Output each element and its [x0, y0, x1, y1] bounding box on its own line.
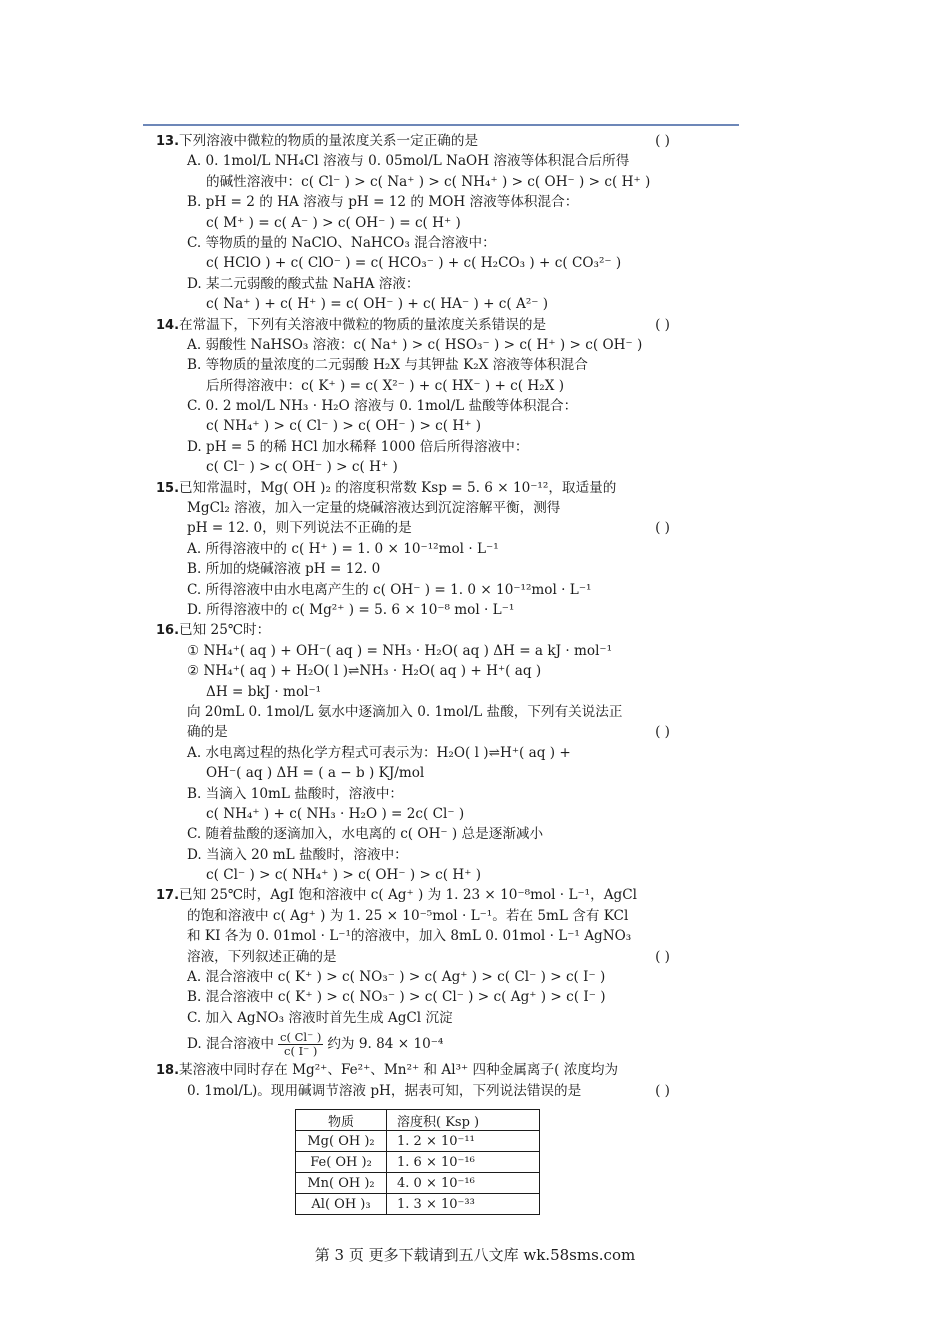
- q17-stem-line4: [156, 947, 676, 967]
- ksp-cell: 1. 3 × 10⁻³³: [387, 1194, 540, 1215]
- q18-number: 18.: [156, 1063, 180, 1079]
- q14-option-b: B. 等物质的量浓度的二元弱酸 H₂X 与其钾盐 K₂X 溶液等体积混合: [187, 357, 588, 374]
- q13-option-a: A. 0. 1mol/L NH₄Cl 溶液与 0. 05mol/L NaOH 溶液等体积混合后所得: [187, 153, 630, 170]
- q17-option-a: A. 混合溶液中 c( K⁺ ) > c( NO₃⁻ ) > c( Ag⁺ ) > c( Cl⁻ ) > c( I⁻ ): [187, 969, 606, 986]
- table-row: [296, 1194, 540, 1215]
- q14-option-d-cont: c( Cl⁻ ) > c( OH⁻ ) > c( H⁺ ): [206, 459, 398, 476]
- table-row: [296, 1131, 540, 1152]
- q18-answer-paren: ( ): [655, 1082, 670, 1099]
- q16-stem-line2: 向 20mL 0. 1mol/L 氨水中逐滴加入 0. 1mol/L 盐酸，下列有关说法正: [187, 703, 623, 720]
- question-content: [156, 131, 676, 1101]
- q17-stem: [156, 885, 676, 905]
- q13-stem-text: 下列溶液中微粒的物质的量浓度关系一定正确的是: [179, 133, 479, 149]
- q13-number: 13.: [156, 134, 180, 149]
- q14-stem-text: 在常温下，下列有关溶液中微粒的物质的量浓度关系错误的是: [179, 316, 547, 333]
- q17-stem-line1: 已知 25℃时，AgI 饱和溶液中 c( Ag⁺ ) 为 1. 23 × 10⁻⁸mol · L⁻¹，AgCl: [179, 887, 637, 904]
- q17-stem-line3: 和 KI 各为 0. 01mol · L⁻¹的溶液中，加入 8mL 0. 01mol · L⁻¹ AgNO₃: [187, 928, 632, 945]
- q18-stem: [156, 1060, 676, 1080]
- q18-stem-line2-text: 0. 1mol/L)。现用碱调节溶液 pH，据表可知，下列说法错误的是: [187, 1082, 582, 1099]
- ksp-cell: 4. 0 × 10⁻¹⁶: [387, 1173, 540, 1194]
- ksp-cell: 1. 2 × 10⁻¹¹: [387, 1131, 540, 1152]
- q14-option-b-cont: 后所得溶液中：c( K⁺ ) = c( X²⁻ ) + c( HX⁻ ) + c( H₂X ): [206, 377, 565, 394]
- q16-option-d-cont: c( Cl⁻ ) > c( NH₄⁺ ) > c( OH⁻ ) > c( H⁺ ): [206, 867, 482, 884]
- q13-option-b-cont: c( M⁺ ) = c( A⁻ ) > c( OH⁻ ) = c( H⁺ ): [206, 214, 461, 231]
- ksp-table-header: [296, 1110, 540, 1131]
- q16-stem-line1: 已知 25℃时：: [179, 622, 271, 639]
- q15-answer-paren: ( ): [655, 520, 670, 537]
- q14-option-c: C. 0. 2 mol/L NH₃ · H₂O 溶液与 0. 1mol/L 盐酸等体积混合：: [187, 398, 578, 415]
- q16-equation-2: ② NH₄⁺( aq ) + H₂O( l )⇌NH₃ · H₂O( aq ) + H⁺( aq ): [187, 663, 542, 680]
- q16-option-b: B. 当滴入 10mL 盐酸时，溶液中：: [187, 785, 404, 802]
- q13-option-a-cont: 的碱性溶液中：c( Cl⁻ ) > c( Na⁺ ) > c( NH₄⁺ ) > c( OH⁻ ) > c( H⁺ ): [206, 173, 651, 190]
- table-row: [296, 1173, 540, 1194]
- q17-option-d: [156, 1028, 676, 1060]
- q18-stem-line1: 某溶液中同时存在 Mg²⁺、Fe²⁺、Mn²⁺ 和 Al³⁺ 四种金属离子( 浓度均为: [179, 1062, 619, 1079]
- q15-stem: [156, 478, 676, 498]
- q13-option-b: B. pH = 2 的 HA 溶液与 pH = 12 的 MOH 溶液等体积混合：: [187, 194, 579, 211]
- q16-option-d: D. 当滴入 20 mL 盐酸时，溶液中：: [187, 846, 408, 863]
- q16-stem-line3: [156, 722, 676, 742]
- substance-cell: Fe( OH )₂: [296, 1152, 387, 1173]
- substance-cell: Al( OH )₃: [296, 1194, 387, 1215]
- q13-option-d-cont: c( Na⁺ ) + c( H⁺ ) = c( OH⁻ ) + c( HA⁻ ) + c( A²⁻ ): [206, 296, 549, 313]
- q13-option-c: C. 等物质的量的 NaClO、NaHCO₃ 混合溶液中：: [187, 234, 496, 251]
- q17-fraction-numerator: c( Cl⁻ ): [280, 1030, 322, 1045]
- q17-option-d-suffix: 约为 9. 84 × 10⁻⁴: [327, 1036, 444, 1053]
- q15-option-b: B. 所加的烧碱溶液 pH = 12. 0: [187, 561, 381, 578]
- substance-cell: Mg( OH )₂: [296, 1131, 387, 1152]
- q17-stem-line4-text: 溶液，下列叙述正确的是: [187, 948, 337, 965]
- q15-option-d: D. 所得溶液中的 c( Mg²⁺ ) = 5. 6 × 10⁻⁸ mol · L⁻¹: [187, 601, 515, 618]
- q17-option-d-prefix: D. 混合溶液中: [187, 1036, 275, 1053]
- q17-stem-line2: 的饱和溶液中 c( Ag⁺ ) 为 1. 25 × 10⁻⁵mol · L⁻¹。若在 5mL 含有 KCl: [187, 907, 629, 924]
- q15-stem-line1: 已知常温时，Mg( OH )₂ 的溶度积常数 Ksp = 5. 6 × 10⁻¹²，取适量的: [179, 479, 617, 496]
- q15-stem-line2: MgCl₂ 溶液，加入一定量的烧碱溶液达到沉淀溶解平衡，测得: [187, 500, 561, 517]
- q17-number: 17.: [156, 888, 180, 904]
- ksp-cell: 1. 6 × 10⁻¹⁶: [387, 1152, 540, 1173]
- q14-option-c-cont: c( NH₄⁺ ) > c( Cl⁻ ) > c( OH⁻ ) > c( H⁺ ): [206, 418, 482, 435]
- q18-stem-line2: [156, 1081, 676, 1101]
- q14-stem: [156, 315, 676, 335]
- q15-option-a: A. 所得溶液中的 c( H⁺ ) = 1. 0 × 10⁻¹²mol · L⁻¹: [187, 540, 499, 557]
- ksp-header-ksp: 溶度积( Ksp ): [387, 1110, 540, 1131]
- q16-stem: [156, 620, 676, 640]
- page-footer: 第 3 页 更多下载请到五八文库 wk.58sms.com: [314, 1246, 636, 1264]
- q13-answer-paren: ( ): [655, 133, 670, 149]
- q14-answer-paren: ( ): [655, 316, 670, 333]
- q13-stem: [156, 131, 676, 151]
- q13-option-c-cont: c( HClO ) + c( ClO⁻ ) = c( HCO₃⁻ ) + c( H₂CO₃ ) + c( CO₃²⁻ ): [206, 255, 622, 272]
- q16-option-b-cont: c( NH₄⁺ ) + c( NH₃ · H₂O ) = 2c( Cl⁻ ): [206, 805, 465, 822]
- q17-option-c: C. 加入 AgNO₃ 溶液时首先生成 AgCl 沉淀: [187, 1009, 453, 1026]
- q17-option-b: B. 混合溶液中 c( K⁺ ) > c( NO₃⁻ ) > c( Cl⁻ ) > c( Ag⁺ ) > c( I⁻ ): [187, 989, 606, 1006]
- ksp-header-substance: 物质: [296, 1110, 387, 1131]
- table-row: [296, 1152, 540, 1173]
- q16-answer-paren: ( ): [655, 724, 670, 741]
- q15-stem-line3-text: pH = 12. 0，则下列说法不正确的是: [187, 520, 412, 537]
- q14-number: 14.: [156, 317, 180, 333]
- ksp-table: [295, 1109, 540, 1215]
- q14-option-d: D. pH = 5 的稀 HCl 加水稀释 1000 倍后所得溶液中：: [187, 438, 529, 455]
- q16-option-a-cont: OH⁻( aq ) ΔH = ( a − b ) KJ/mol: [206, 765, 425, 782]
- q16-equation-2-enthalpy: ΔH = bkJ · mol⁻¹: [206, 683, 322, 700]
- q17-fraction: [278, 1031, 323, 1058]
- q16-number: 16.: [156, 623, 180, 639]
- q13-option-d: D. 某二元弱酸的酸式盐 NaHA 溶液：: [187, 275, 420, 292]
- q17-fraction-denominator: c( I⁻ ): [284, 1044, 318, 1059]
- q16-stem-line3-text: 确的是: [187, 724, 228, 741]
- q16-option-c: C. 随着盐酸的逐滴加入，水电离的 c( OH⁻ ) 总是逐渐减小: [187, 826, 544, 843]
- q15-number: 15.: [156, 480, 180, 496]
- q16-option-a: A. 水电离过程的热化学方程式可表示为：H₂O( l )⇌H⁺( aq ) +: [187, 744, 571, 761]
- q16-equation-1: ① NH₄⁺( aq ) + OH⁻( aq ) = NH₃ · H₂O( aq ) ΔH = a kJ · mol⁻¹: [187, 642, 613, 659]
- q17-answer-paren: ( ): [655, 948, 670, 965]
- q15-option-c: C. 所得溶液中由水电离产生的 c( OH⁻ ) = 1. 0 × 10⁻¹²mol · L⁻¹: [187, 581, 592, 598]
- q15-stem-line3: [156, 518, 676, 538]
- substance-cell: Mn( OH )₂: [296, 1173, 387, 1194]
- q14-option-a: A. 弱酸性 NaHSO₃ 溶液：c( Na⁺ ) > c( HSO₃⁻ ) > c( H⁺ ) > c( OH⁻ ): [187, 336, 643, 353]
- header-rule: [143, 124, 739, 126]
